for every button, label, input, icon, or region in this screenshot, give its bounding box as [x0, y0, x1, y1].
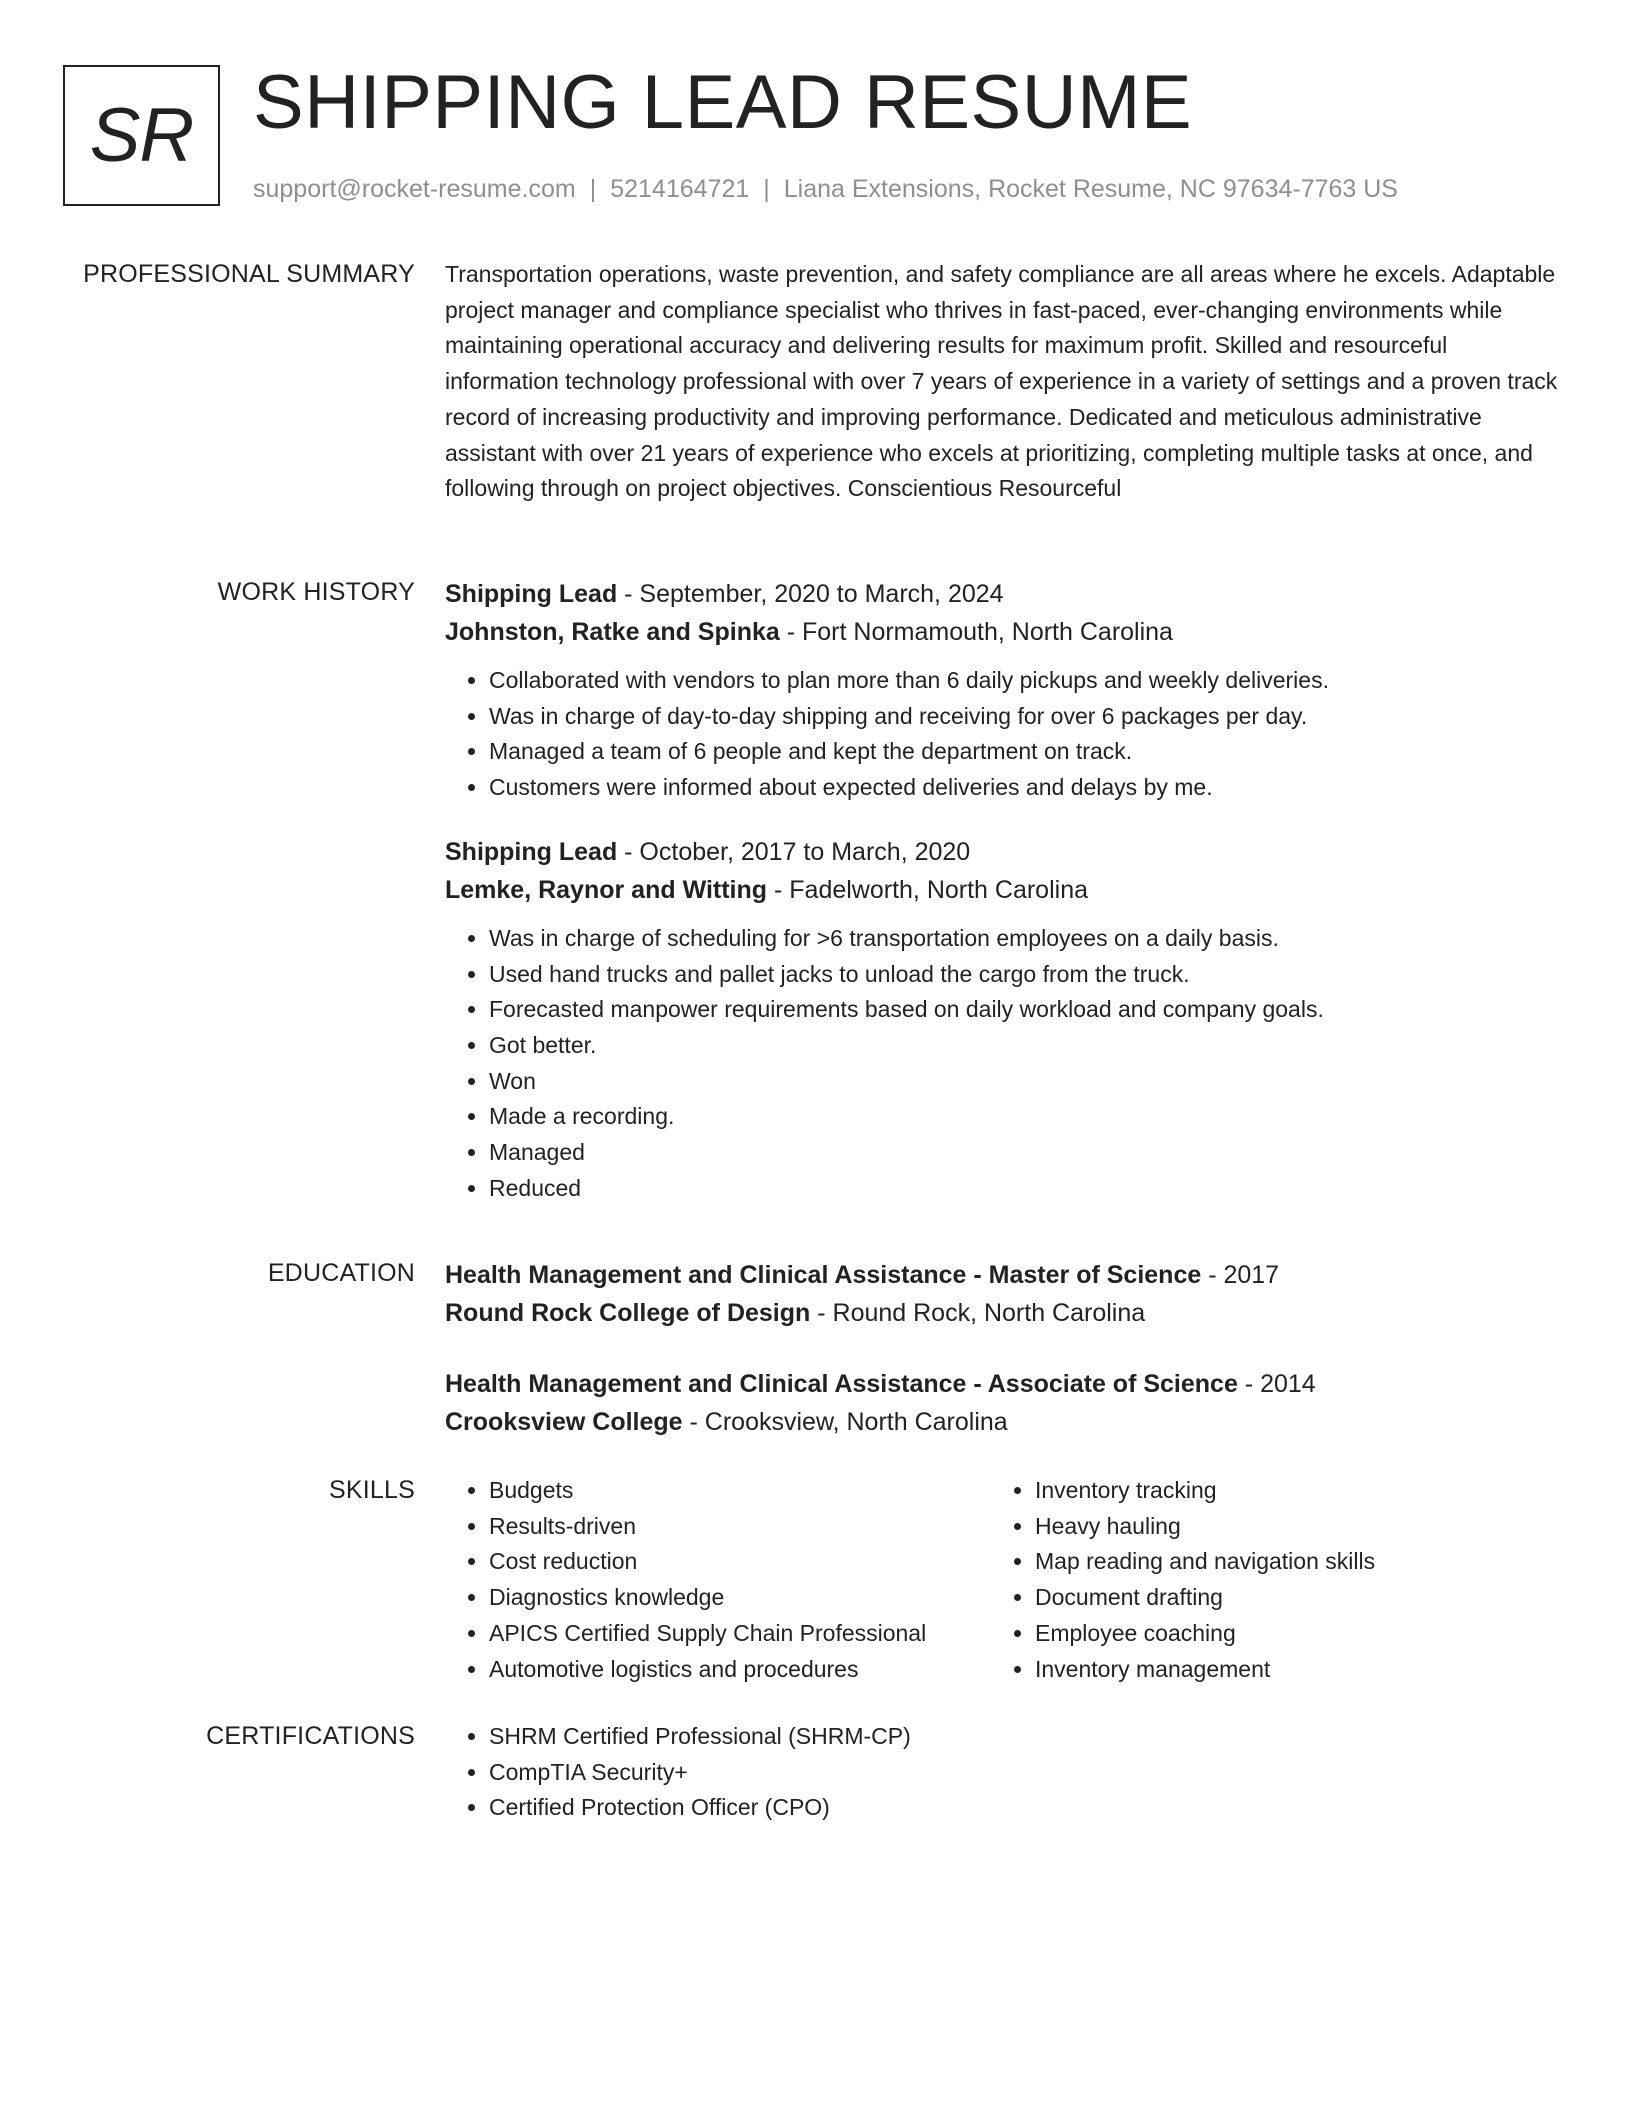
- job-entry: [445, 575, 1565, 806]
- job-location: - Fadelworth, North Carolina: [767, 875, 1089, 904]
- list-item: • Employee coaching: [1035, 1616, 1537, 1652]
- list-item: • Won: [489, 1064, 1565, 1100]
- job-title-line: [445, 833, 1565, 871]
- job-title: Shipping Lead: [445, 580, 618, 608]
- contact-separator: |: [763, 175, 770, 203]
- job-title-line: [445, 575, 1565, 613]
- list-item: • Inventory tracking: [1035, 1473, 1537, 1509]
- job-company-line: [445, 613, 1565, 651]
- skills-list-right: [991, 1473, 1537, 1687]
- degree: Health Management and Clinical Assistance - Associate of Science: [445, 1370, 1238, 1398]
- school: Crooksview College: [445, 1408, 683, 1436]
- job-dates: - October, 2017 to March, 2020: [617, 837, 971, 866]
- resume-header: [63, 60, 1583, 210]
- school-line: [445, 1294, 1565, 1332]
- certifications-label: CERTIFICATIONS: [206, 1722, 415, 1750]
- school-location: - Round Rock, North Carolina: [810, 1299, 1146, 1327]
- list-item: • Automotive logistics and procedures: [489, 1652, 991, 1688]
- degree-line: [445, 1256, 1565, 1294]
- list-item: • Heavy hauling: [1035, 1509, 1537, 1545]
- contact-address: Liana Extensions, Rocket Resume, NC 97634-7763 US: [783, 175, 1398, 203]
- list-item: • Results-driven: [489, 1509, 991, 1545]
- certifications-list: [445, 1719, 1565, 1826]
- list-item: • Was in charge of scheduling for >6 transportation employees on a daily basis.: [489, 921, 1565, 957]
- job-bullets: [445, 921, 1565, 1207]
- list-item: • Document drafting: [1035, 1580, 1537, 1616]
- list-item: • Collaborated with vendors to plan more than 6 daily pickups and weekly deliveries.: [489, 663, 1565, 699]
- contact-email[interactable]: support@rocket-resume.com: [253, 175, 576, 203]
- job-location: - Fort Normamouth, North Carolina: [779, 618, 1173, 646]
- education-label: EDUCATION: [267, 1259, 415, 1287]
- list-item: • Reduced: [489, 1171, 1565, 1207]
- list-item: • Diagnostics knowledge: [489, 1580, 991, 1616]
- skills-list-left: [445, 1473, 991, 1687]
- list-item: • Certified Protection Officer (CPO): [489, 1790, 1565, 1826]
- degree-line: [445, 1365, 1565, 1403]
- school-location: - Crooksview, North Carolina: [682, 1408, 1008, 1436]
- education-entry: [445, 1256, 1565, 1332]
- list-item: • Made a recording.: [489, 1099, 1565, 1135]
- skills-label: SKILLS: [329, 1476, 415, 1504]
- job-company: Lemke, Raynor and Witting: [445, 875, 768, 904]
- list-item: • CompTIA Security+: [489, 1755, 1565, 1791]
- job-company: Johnston, Ratke and Spinka: [445, 618, 780, 646]
- list-item: • Used hand trucks and pallet jacks to unload the cargo from the truck.: [489, 957, 1565, 993]
- list-item: • Got better.: [489, 1028, 1565, 1064]
- degree-year: - 2014: [1237, 1370, 1316, 1398]
- list-item: • SHRM Certified Professional (SHRM-CP): [489, 1719, 1565, 1755]
- job-entry: [445, 833, 1565, 1207]
- resume-title: SHIPPING LEAD RESUME: [253, 60, 1193, 145]
- work-history-label: WORK HISTORY: [217, 578, 415, 606]
- contact-phone[interactable]: 5214164721: [610, 175, 750, 203]
- list-item: • APICS Certified Supply Chain Professional: [489, 1616, 991, 1652]
- list-item: • Managed: [489, 1135, 1565, 1171]
- degree-year: - 2017: [1201, 1261, 1280, 1289]
- contact-line: [253, 175, 1398, 204]
- list-item: • Customers were informed about expected deliveries and delays by me.: [489, 770, 1565, 806]
- monogram-logo: SR: [63, 65, 220, 206]
- school: Round Rock College of Design: [445, 1299, 811, 1327]
- list-item: • Cost reduction: [489, 1544, 991, 1580]
- job-company-line: [445, 871, 1565, 909]
- list-item: • Was in charge of day-to-day shipping and receiving for over 6 packages per day.: [489, 699, 1565, 735]
- list-item: • Managed a team of 6 people and kept the department on track.: [489, 734, 1565, 770]
- list-item: • Budgets: [489, 1473, 991, 1509]
- summary-label: PROFESSIONAL SUMMARY: [83, 260, 415, 288]
- job-dates: - September, 2020 to March, 2024: [617, 580, 1004, 608]
- summary-text: Transportation operations, waste prevention, and safety compliance are all areas where he excels. Adaptable project manager and compliance specialist who thrives in fast-paced, ever-changing environments while maintaining operational accuracy and delivering results for maximum profit. Skilled and resourceful information technology professional with over 7 years of experience in a variety of settings and a proven track record of increasing productivity and improving performance. Dedicated and meticulous administrative assistant with over 21 years of experience who excels at prioritizing, completing multiple tasks at once, and following through on project objectives. Conscientious Resourceful: [445, 261, 1558, 502]
- degree: Health Management and Clinical Assistance - Master of Science: [445, 1261, 1202, 1289]
- list-item: • Map reading and navigation skills: [1035, 1544, 1537, 1580]
- list-item: • Forecasted manpower requirements based on daily workload and company goals.: [489, 992, 1565, 1028]
- school-line: [445, 1403, 1565, 1441]
- education-entry: [445, 1365, 1565, 1441]
- list-item: • Inventory management: [1035, 1652, 1537, 1688]
- job-title: Shipping Lead: [445, 837, 618, 866]
- contact-separator: |: [589, 175, 597, 203]
- job-bullets: [445, 663, 1565, 806]
- skills-grid: [445, 1473, 1565, 1687]
